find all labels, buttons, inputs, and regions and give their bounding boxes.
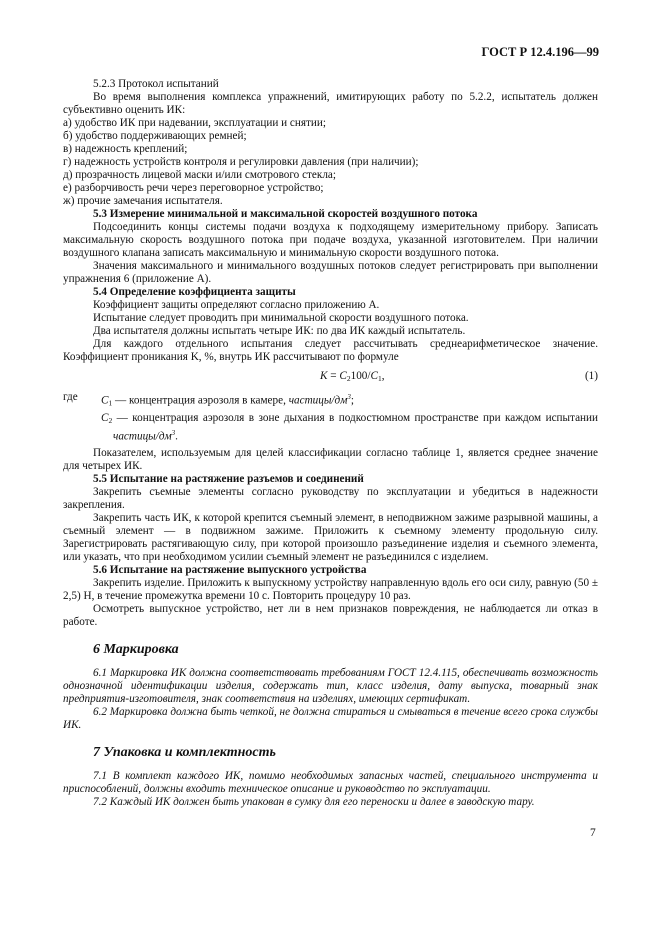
section-5-5-title: 5.5 Испытание на растяжение разъемов и соединений — [93, 473, 364, 486]
legend-item: $C_2$ — концентрация аэрозоля в зоне дыхания в подкостюмном пространстве при каждом испытании частицы/$дм^3$. — [101, 411, 598, 443]
formula-number: (1) — [584, 370, 598, 382]
paragraph: Подсоединить концы системы подачи воздуха к подходящему измерительному прибору. Записать максимальную скорость воздушного потока при подаче воздуха, указанной изготовителем. При наличии воздушного клапана записать максимальную и минимальную скорости воздушного потока. — [63, 221, 598, 259]
paragraph: Закрепить изделие. Приложить к выпускному устройству направленную вдоль его оси силу, равную (50 ± 2,5) Н, в течение промежутка времени 10 с. Повторить процедуру 10 раз. — [63, 577, 598, 603]
paragraph: 6.2 Маркировка должна быть четкой, не должна стираться и смываться в течение всего срока службы ИК. — [63, 706, 598, 732]
paragraph: Для каждого отдельного испытания следует рассчитывать среднеарифметическое значение. Коэффициент проникания K, %, внутрь ИК рассчитывают по формуле — [63, 338, 598, 363]
list-item: а) удобство ИК при надевании, эксплуатации и снятии; — [63, 117, 326, 129]
section-5-6-title: 5.6 Испытание на растяжение выпускного устройства — [93, 564, 367, 577]
paragraph: 7.2 Каждый ИК должен быть упакован в сумку для его переноски и далее в заводскую тару. — [93, 796, 535, 809]
paragraph: Закрепить часть ИК, к которой крепится съемный элемент, в неподвижном зажиме разрывной машины, а съемный элемент — в подвижном зажиме. Приложить к съемному элементу продольную силу. Зарегистрировать растягивающую силу, при которой произошло разъединение изделия и съемного элемента, или указать, что при необходимом усилии съемный элемент не разъединился с изделием. — [63, 512, 598, 564]
where-label: где — [63, 391, 78, 403]
paragraph: Осмотреть выпускное устройство, нет ли в нем признаков повреждения, не наблюдается ли отказ в работе. — [63, 603, 598, 629]
paragraph: Испытание следует проводить при минимальной скорости воздушного потока. — [93, 312, 469, 324]
page-number: 7 — [590, 827, 596, 839]
document-header: ГОСТ Р 12.4.196—99 — [481, 45, 599, 59]
paragraph: 7.1 В комплект каждого ИК, помимо необходимых запасных частей, специального инструмента и приспособлений, должны входить техническое описание и руководство по эксплуатации. — [63, 770, 598, 796]
list-item: ж) прочие замечания испытателя. — [63, 195, 223, 207]
paragraph: Показателем, используемым для целей классификации согласно таблице 1, является среднее значение для четырех ИК. — [63, 447, 598, 473]
legend-item: $C_1$ — концентрация аэрозоля в камере, частицы/$дм^3$; — [101, 393, 354, 408]
page-content — [63, 78, 598, 809]
formula-expression: $K = C_2100/C_1$, — [320, 370, 385, 383]
list-item: е) разборчивость речи через переговорное устройство; — [63, 182, 324, 194]
list-item: д) прозрачность лицевой маски и/или смотрового стекла; — [63, 169, 336, 181]
section-5-2-3-intro: Во время выполнения комплекса упражнений, имитирующих работу по 5.2.2, испытатель должен субъективно оценить ИК: — [63, 91, 598, 116]
paragraph: Два испытателя должны испытать четыре ИК: по два ИК каждый испытатель. — [93, 325, 466, 337]
paragraph: Значения максимального и минимального воздушных потоков следует регистрировать при выполнении упражнения 6 (приложение А). — [63, 260, 598, 285]
paragraph: Коэффициент защиты определяют согласно приложению А. — [93, 299, 380, 311]
section-5-3-title: 5.3 Измерение минимальной и максимальной скоростей воздушного потока — [93, 208, 478, 220]
section-5-2-3-title: 5.2.3 Протокол испытаний — [93, 78, 219, 90]
paragraph: Закрепить съемные элементы согласно руководству по эксплуатации и убедиться в надежности закрепления. — [63, 486, 598, 512]
list-item: б) удобство поддерживающих ремней; — [63, 130, 247, 142]
formula-1 — [63, 369, 598, 385]
formula-legend — [63, 391, 598, 443]
list-item: в) надежность креплений; — [63, 143, 188, 155]
section-7-title: 7 Упаковка и комплектность — [93, 745, 276, 761]
paragraph: 6.1 Маркировка ИК должна соответствовать требованиям ГОСТ 12.4.115, обеспечивать возможность однозначной идентификации изделия, содержать тип, класс изделия, дату выпуска, товарный знак предприятия-изготовителя, знак соответствия на изделиях, имеющих сертификат. — [63, 667, 598, 706]
section-5-4-title: 5.4 Определение коэффициента защиты — [93, 286, 296, 298]
list-item: г) надежность устройств контроля и регулировки давления (при наличии); — [63, 156, 419, 168]
section-6-title: 6 Маркировка — [93, 642, 179, 658]
